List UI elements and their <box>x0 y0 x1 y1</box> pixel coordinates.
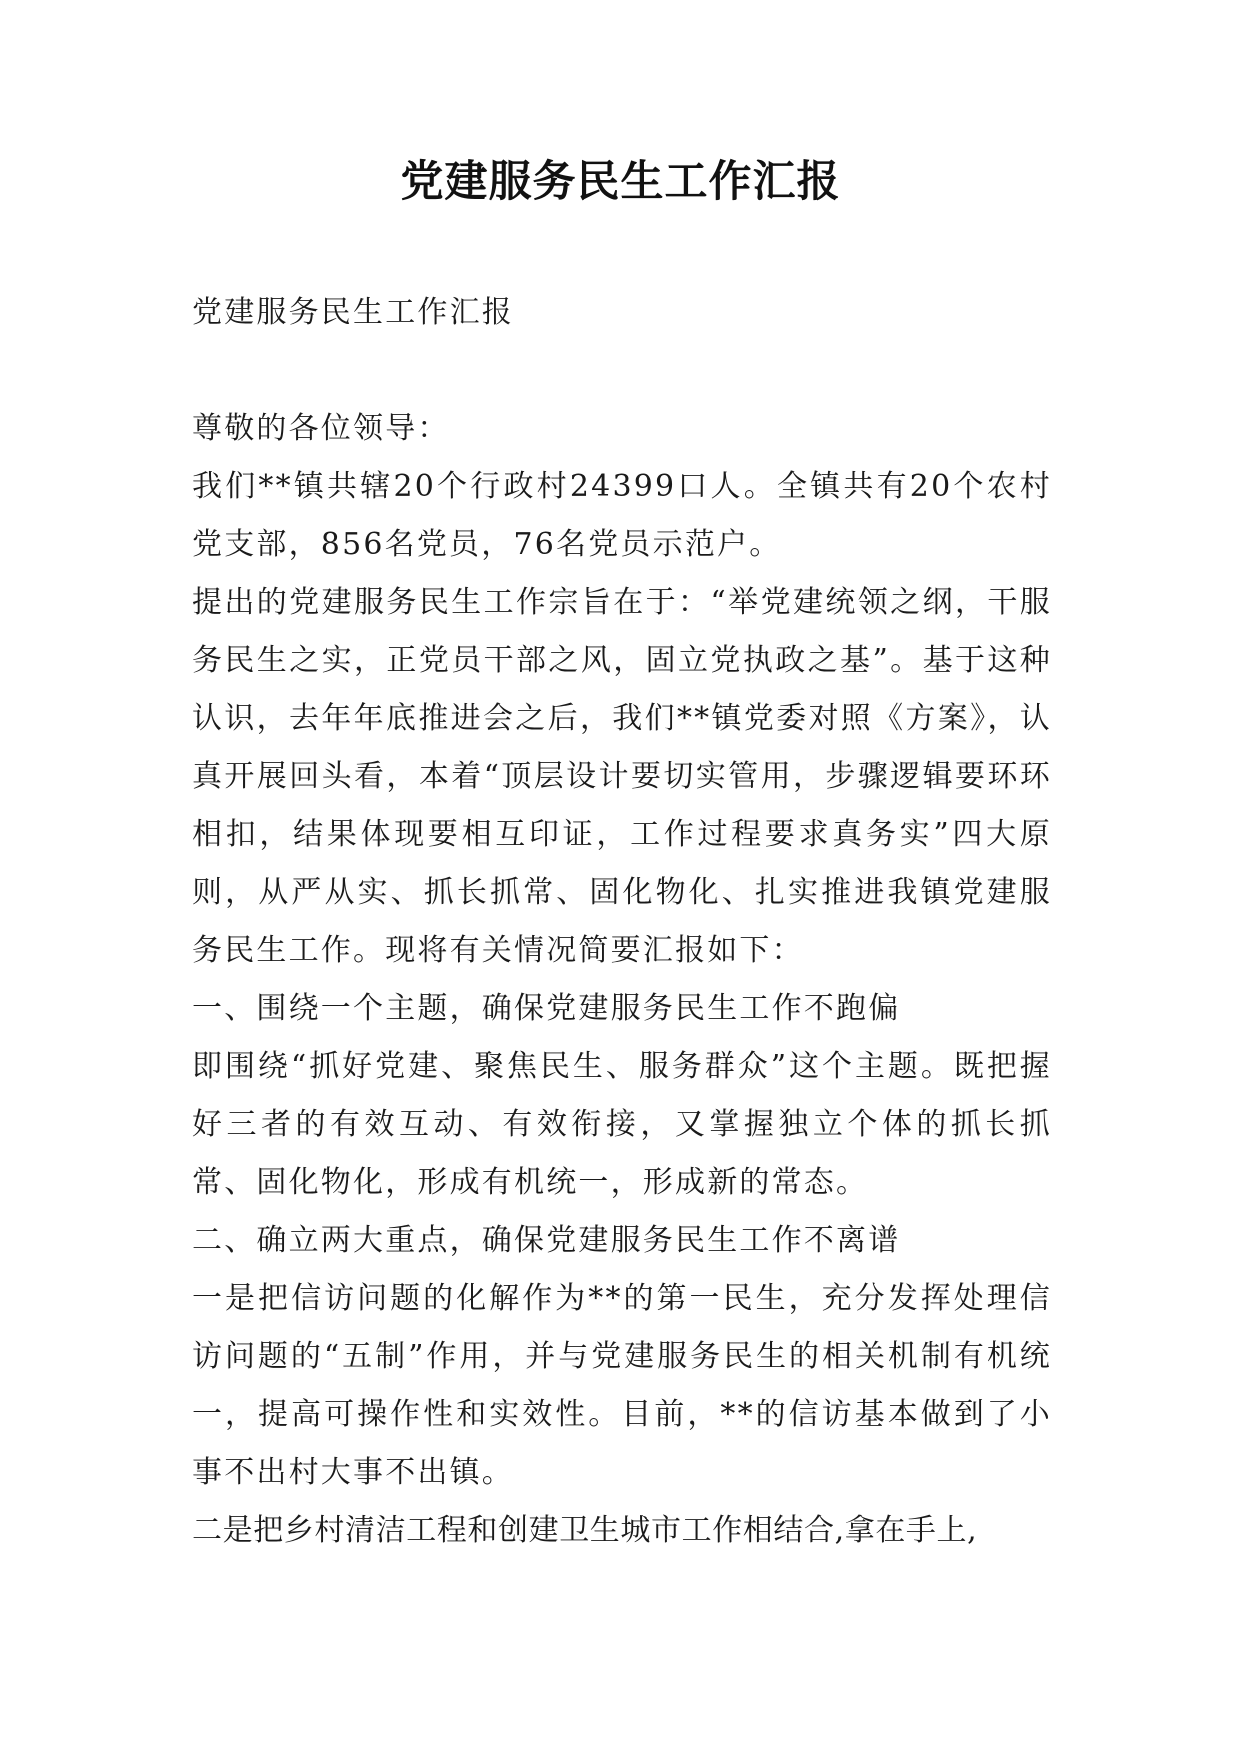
section-heading-one: 一、围绕一个主题，确保党建服务民生工作不跑偏 <box>192 991 901 1026</box>
document-title: 党建服务民生工作汇报 <box>400 157 841 207</box>
paragraph-overview: 我们**镇共辖20个行政村24399口人。全镇共有20个农村党支部，856名党员，76名党员示范户。 <box>192 469 1052 562</box>
paragraph-purpose: 提出的党建服务民生工作宗旨在于：“举党建统领之纲，干服务民生之实，正党员干部之风，固立党执政之基”。基于这种认识，去年年底推进会之后，我们**镇党委对照《方案》，认真开展回头看，本着“顶层设计要切实管用，步骤逻辑要环环相扣，结果体现要相互印证，工作过程要求真务实”四大原则，从严从实、抓长抓常、固化物化、扎实推进我镇党建服务民生工作。现将有关情况简要汇报如下： <box>192 585 1052 968</box>
document-subtitle: 党建服务民生工作汇报 <box>192 295 514 330</box>
document-body <box>192 284 1052 1560</box>
paragraph-theme: 即围绕“抓好党建、聚焦民生、服务群众”这个主题。既把握好三者的有效互动、有效衔接，又掌握独立个体的抓长抓常、固化物化，形成有机统一，形成新的常态。 <box>192 1049 1052 1200</box>
paragraph-sanitation: 二是把乡村清洁工程和创建卫生城市工作相结合,拿在手上, <box>192 1513 978 1548</box>
paragraph-petition: 一是把信访问题的化解作为**的第一民生，充分发挥处理信访问题的“五制”作用，并与党建服务民生的相关机制有机统一，提高可操作性和实效性。目前，**的信访基本做到了小事不出村大事不出镇。 <box>192 1281 1052 1490</box>
section-heading-two: 二、确立两大重点，确保党建服务民生工作不离谱 <box>192 1223 901 1258</box>
salutation: 尊敬的各位领导： <box>192 411 450 446</box>
